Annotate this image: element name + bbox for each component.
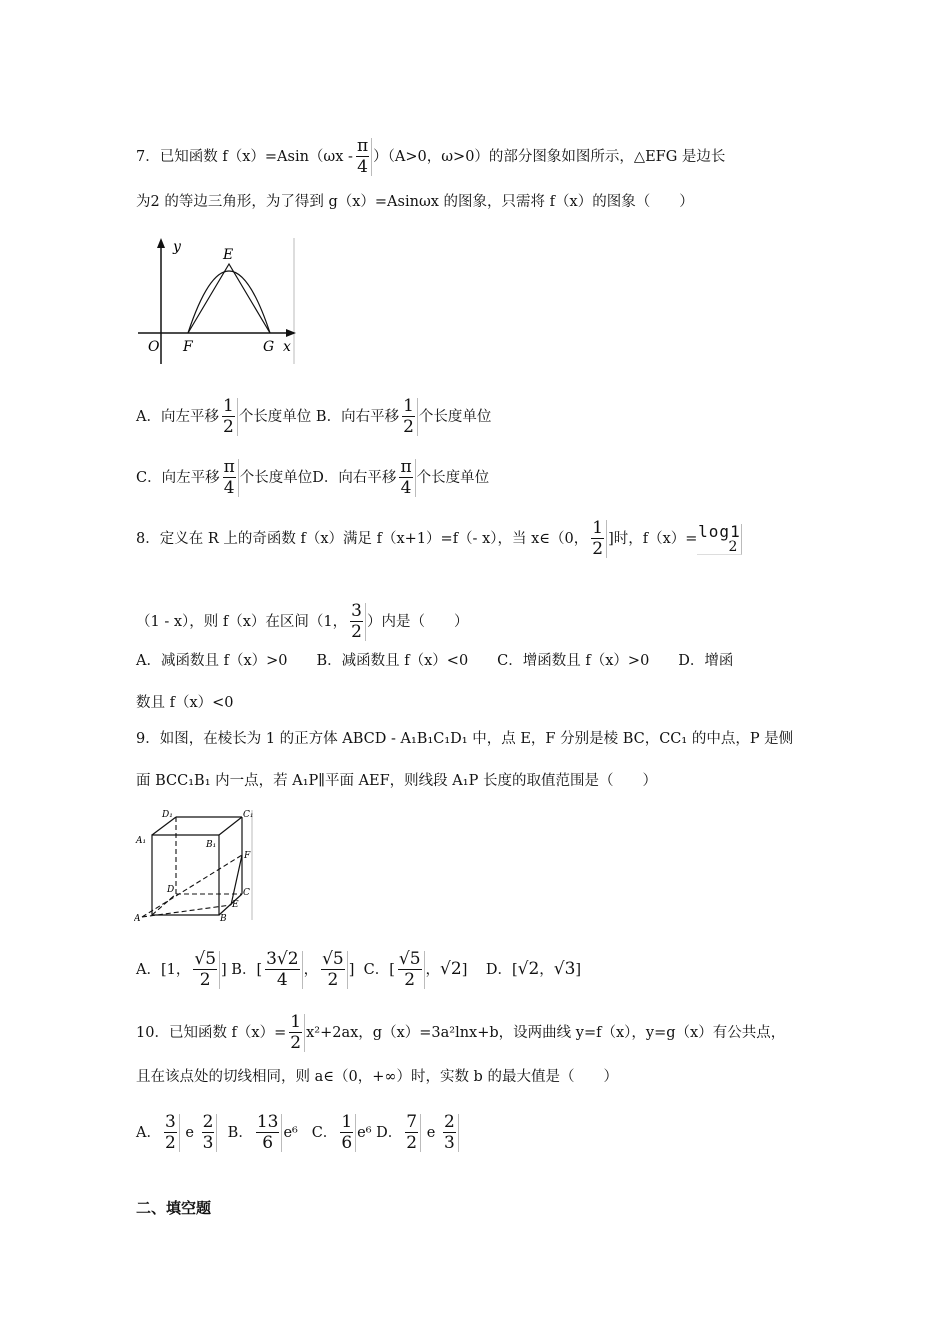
q8-line1: 8．定义在 R 上的奇函数 f（x）满足 f（x+1）=f（- x），当 x∈（0， $\frac{1}{2}$ ]时，f（x）= log1 2 bbox=[136, 518, 741, 559]
q8-options-line1: A．减函数且 f（x）>0 B．减函数且 f（x）<0 C．增函数且 f（x）>0 D．增函 bbox=[136, 653, 734, 669]
point-f-label: F bbox=[183, 339, 193, 355]
section-heading-fill-in: 二、填空题 bbox=[136, 1199, 212, 1217]
q10-options: A． $\frac{3}{2}$ e $\frac{2}{3}$ B． $\frac{13}{6}$ e⁶ C． $\frac{1}{6}$ e⁶ D． $\frac{7}{2}$ e $\frac{2}{3}$ bbox=[136, 1114, 460, 1152]
label-d1: D₁ bbox=[162, 810, 173, 820]
label-b: B bbox=[220, 914, 227, 922]
label-c1: C₁ bbox=[243, 810, 254, 820]
option-d-fraction: $\frac{\pi}{4}$ bbox=[397, 459, 415, 497]
q9-option-c-fraction: $\frac{√5}{2}$ bbox=[396, 951, 425, 989]
option-a-fraction: $\frac{1}{2}$ bbox=[220, 398, 238, 436]
q10-option-d-fraction: $\frac{7}{2}$ bbox=[403, 1114, 421, 1152]
option-b-fraction: $\frac{1}{2}$ bbox=[400, 398, 418, 436]
half-fraction: $\frac{1}{2}$ bbox=[589, 520, 607, 558]
q10-option-c-fraction: $\frac{1}{6}$ bbox=[338, 1114, 356, 1152]
label-b1: B₁ bbox=[206, 840, 217, 850]
q9-line2: 面 BCC₁B₁ 内一点，若 A₁P∥平面 AEF，则线段 A₁P 长度的取值范围是（ ） bbox=[136, 773, 657, 789]
log-half-expression: log1 2 bbox=[698, 521, 741, 555]
q7-sine-figure bbox=[136, 234, 300, 368]
x-axis-label: x bbox=[283, 339, 291, 355]
y-axis-label: y bbox=[173, 239, 181, 255]
q9-option-a-fraction: $\frac{√5}{2}$ bbox=[191, 951, 220, 989]
q10-option-d-exponent: $\frac{2}{3}$ bbox=[441, 1114, 459, 1152]
option-c-fraction: $\frac{\pi}{4}$ bbox=[221, 459, 239, 497]
label-d: D bbox=[167, 885, 175, 895]
q10-half-fraction: $\frac{1}{2}$ bbox=[287, 1014, 305, 1052]
label-c: C bbox=[243, 888, 250, 898]
label-a: A bbox=[134, 914, 141, 922]
q8-options-line2: 数且 f（x）<0 bbox=[136, 695, 234, 711]
q8-line2: （1 - x），则 f（x）在区间（1， $\frac{3}{2}$ ）内是（ ） bbox=[136, 601, 469, 642]
pi-over-4-fraction: $\frac{\pi}{4}$ bbox=[354, 138, 372, 176]
q7-line2: 为2 的等边三角形，为了得到 g（x）=Asinωx 的图象，只需将 f（x）的图象（ ） bbox=[136, 194, 694, 210]
q10-option-a-fraction: $\frac{3}{2}$ bbox=[162, 1114, 180, 1152]
q9-option-b-fraction-2: $\frac{√5}{2}$ bbox=[319, 951, 348, 989]
q9-line1: 9．如图，在棱长为 1 的正方体 ABCD - A₁B₁C₁D₁ 中，点 E，F 分别是棱 BC，CC₁ 的中点，P 是侧 bbox=[136, 731, 794, 747]
point-e-label: E bbox=[223, 247, 234, 263]
q9-option-d-sqrt-1: √2 bbox=[517, 959, 540, 979]
q9-options: A．[1， $\frac{√5}{2}$ ] B．[ $\frac{3√2}{4}$ ， $\frac{√5}{2}$ ] C．[ $\frac{√5}{2}$ ，√2] D．[√2，√3] bbox=[136, 949, 582, 990]
q10-option-a-exponent: $\frac{2}{3}$ bbox=[200, 1114, 218, 1152]
label-f: F bbox=[244, 851, 251, 861]
q9-option-c-sqrt: √2 bbox=[440, 959, 462, 979]
label-e: E bbox=[232, 900, 239, 910]
label-a1: A₁ bbox=[136, 836, 147, 846]
three-halves-fraction: $\frac{3}{2}$ bbox=[348, 603, 366, 641]
q9-option-d-sqrt-2: √3 bbox=[553, 959, 576, 979]
q10-line1: 10．已知函数 f（x）= $\frac{1}{2}$ x²+2ax，g（x）=3a²lnx+b，设两曲线 y=f（x），y=g（x）有公共点， bbox=[136, 1012, 786, 1053]
q7-line1: 7．已知函数 f（x）=Asin（ωx - $\frac{\pi}{4}$ ）（A>0，ω>0）的部分图象如图所示，△EFG 是边长 bbox=[136, 136, 726, 177]
point-g-label: G bbox=[263, 339, 275, 355]
q10-line2: 且在该点处的切线相同，则 a∈（0，+∞）时，实数 b 的最大值是（ ） bbox=[136, 1069, 618, 1085]
q7-options-ab: A．向左平移 $\frac{1}{2}$ 个长度单位 B．向右平移 $\frac{1}{2}$ 个长度单位 bbox=[136, 396, 492, 437]
q9-option-b-fraction-1: $\frac{3√2}{4}$ bbox=[263, 951, 302, 989]
q7-options-cd: C．向左平移 $\frac{\pi}{4}$ 个长度单位D．向右平移 $\frac{\pi}{4}$ 个长度单位 bbox=[136, 457, 490, 498]
q9-cube-figure bbox=[134, 810, 256, 922]
q10-option-b-fraction: $\frac{13}{6}$ bbox=[254, 1114, 283, 1152]
origin-label: O bbox=[148, 339, 160, 355]
